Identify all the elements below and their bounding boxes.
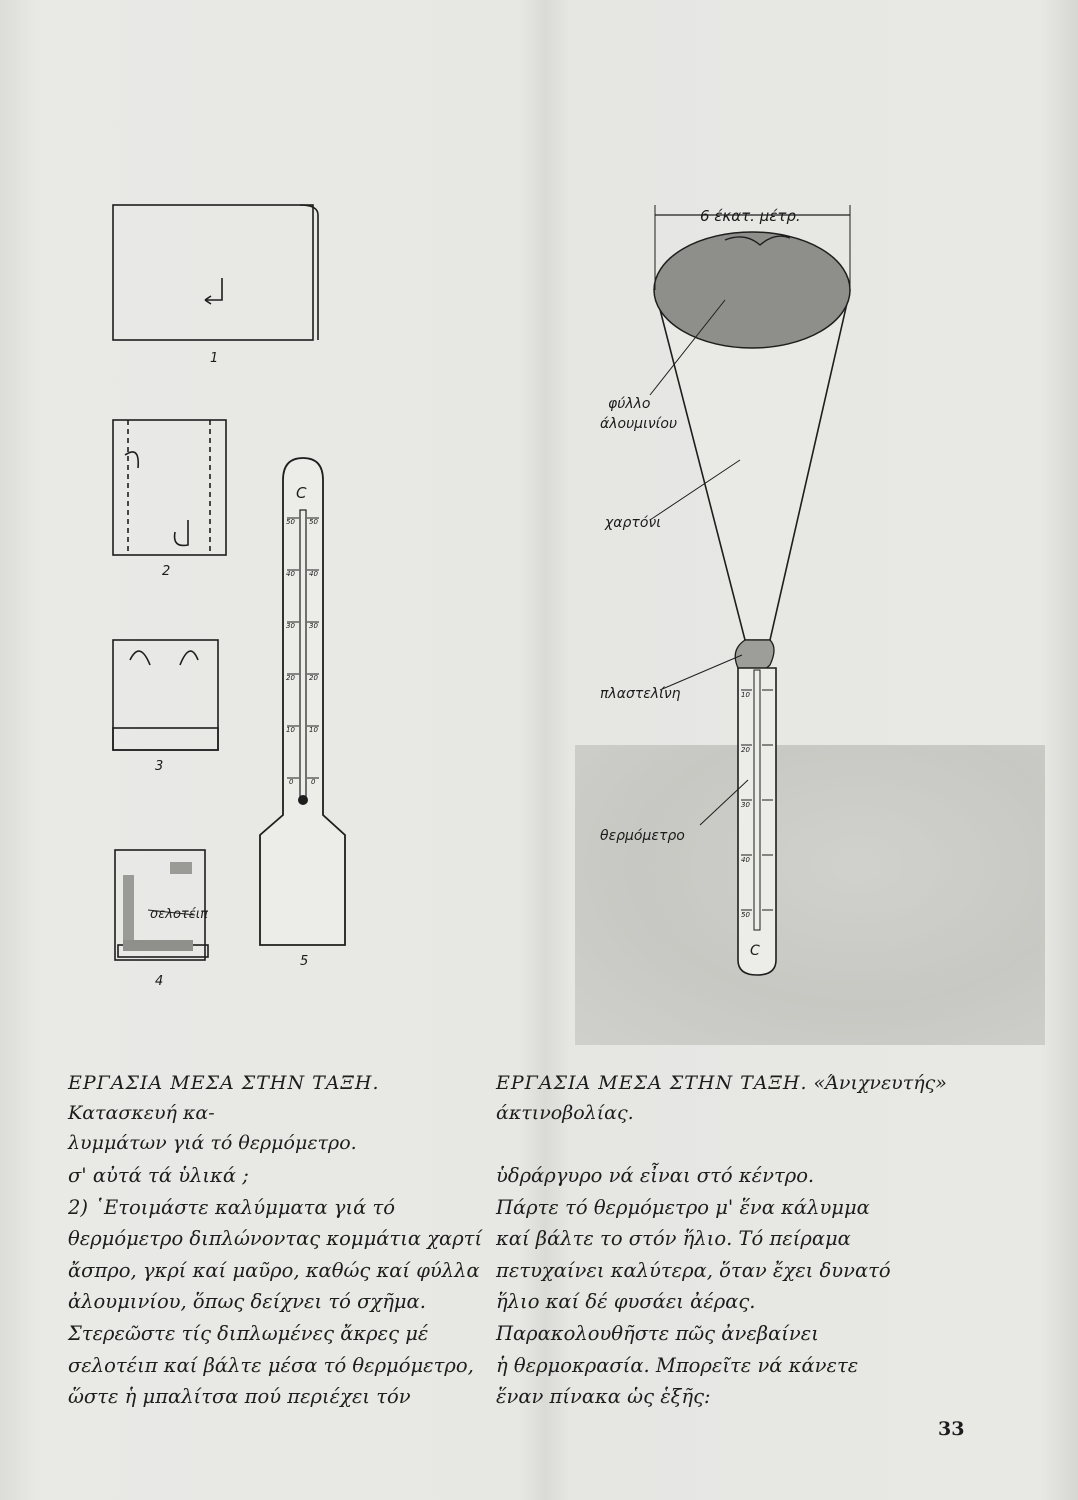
page-number: 33: [938, 1418, 965, 1440]
step4-tape-vertical: [123, 875, 134, 950]
thermometer-label: θερμόμετρο: [600, 828, 685, 844]
svg-text:50: 50: [286, 518, 295, 526]
right-text-line: Παρακολουθῆστε πῶς ἀνεβαίνει: [496, 1321, 819, 1345]
step2-label: 2: [162, 564, 171, 579]
left-text-line: Στερεῶστε τίς διπλωμένες ἄκρες μέ: [68, 1321, 429, 1345]
svg-text:50: 50: [309, 518, 318, 526]
left-text-line: σελοτέιπ καί βάλτε μέσα τό θερμόμετρο,: [68, 1353, 474, 1377]
foil-disc: [654, 232, 850, 348]
right-text-line: ἥλιο καί δέ φυσάει ἀέρας.: [496, 1290, 756, 1314]
foil-label-1: φύλλο: [608, 396, 651, 412]
svg-text:10: 10: [286, 726, 295, 734]
left-text-line: 2) ῾Ετοιμάστε καλύμματα γιά τό: [68, 1195, 396, 1219]
svg-text:30: 30: [741, 801, 750, 809]
step1-label: 1: [210, 351, 219, 366]
step2-sheet: [113, 420, 226, 555]
svg-text:0: 0: [289, 778, 294, 786]
right-figure: [650, 205, 850, 975]
svg-text:10: 10: [741, 691, 750, 699]
step3-arrow-right: [180, 651, 198, 665]
svg-text:20: 20: [286, 674, 295, 682]
step3-arrow-left: [130, 651, 150, 665]
step1-fold: [300, 205, 318, 340]
right-caption-line2: άκτινοβολίας.: [496, 1102, 634, 1124]
left-body-text: [68, 1160, 482, 1413]
left-thermo-c-mark: C: [296, 484, 307, 502]
left-caption: [68, 1068, 468, 1158]
width-label: 6 έκατ. μέτρ.: [700, 207, 801, 225]
step2-arrow-right: [175, 520, 188, 545]
plasticine-label: πλαστελίνη: [600, 686, 681, 702]
step4-label: 4: [155, 974, 164, 989]
plasticine-leader: [660, 655, 742, 690]
step4-tape-horizontal: [123, 940, 193, 951]
step5-label: 5: [300, 954, 309, 969]
right-body-text: [496, 1160, 891, 1413]
right-text-line: ἡ θερμοκρασία. Μπορεῖτε νά κάνετε: [496, 1353, 859, 1377]
left-caption-line2: λυμμάτων γιά τό θερμόμετρο.: [68, 1132, 357, 1154]
left-text-line: σ' αὐτά τά ὑλικά ;: [68, 1164, 249, 1187]
right-text-line: ὑδράργυρο νά εἶναι στό κέντρο.: [496, 1164, 815, 1187]
svg-text:40: 40: [741, 856, 750, 864]
svg-text:50: 50: [741, 911, 750, 919]
right-text-line: καί βάλτε το στόν ἥλιο. Τό πείραμα: [496, 1227, 851, 1251]
svg-text:0: 0: [311, 778, 316, 786]
step4-tape-top: [170, 862, 192, 874]
left-text-line: θερμόμετρο διπλώνοντας κομμάτια χαρτί: [68, 1227, 483, 1251]
left-text-line: ἀλουμινίου, ὅπως δείχνει τό σχῆμα.: [68, 1290, 426, 1314]
svg-text:30: 30: [286, 622, 295, 630]
right-caption-rest: «Άνιχνευτής»: [813, 1072, 947, 1094]
right-text-line: ἕναν πίνακα ὡς ἑξῆς:: [496, 1385, 711, 1409]
foil-label-2: άλουμινίου: [600, 416, 678, 432]
svg-text:20: 20: [741, 746, 750, 754]
right-thermo-c-mark: C: [750, 943, 760, 959]
step1-sheet: [113, 205, 313, 340]
svg-text:20: 20: [309, 674, 318, 682]
left-caption-heading: ΕΡΓΑΣΙΑ ΜΕΣΑ ΣΤΗΝ ΤΑΞΗ.: [68, 1072, 380, 1094]
right-caption: [496, 1068, 1016, 1128]
svg-text:10: 10: [309, 726, 318, 734]
card-label: χαρτόνι: [605, 515, 661, 531]
right-text-line: Πάρτε τό θερμόμετρο μ' ἕνα κάλυμμα: [496, 1195, 870, 1219]
step3-sheet: [113, 640, 218, 750]
left-text-line: ἄσπρο, γκρί καί μαῦρο, καθώς καί φύλλα: [68, 1258, 480, 1282]
svg-text:40: 40: [286, 570, 295, 578]
svg-text:30: 30: [309, 622, 318, 630]
left-text-line: ὥστε ἡ μπαλίτσα πού περιέχει τόν: [68, 1385, 411, 1409]
svg-text:40: 40: [309, 570, 318, 578]
right-thermometer: [738, 668, 776, 975]
left-caption-rest: Κατασκευή κα-: [68, 1102, 215, 1124]
right-text-line: πετυχαίνει καλύτερα, ὅταν ἔχει δυνατό: [496, 1258, 891, 1282]
step3-label: 3: [155, 759, 164, 774]
left-thermometer: [260, 458, 345, 945]
step1-arrow: [205, 278, 222, 300]
tape-label: σελοτέιπ: [150, 907, 208, 922]
right-caption-heading: ΕΡΓΑΣΙΑ ΜΕΣΑ ΣΤΗΝ ΤΑΞΗ.: [496, 1072, 808, 1094]
step2-arrow-left: [125, 452, 138, 468]
